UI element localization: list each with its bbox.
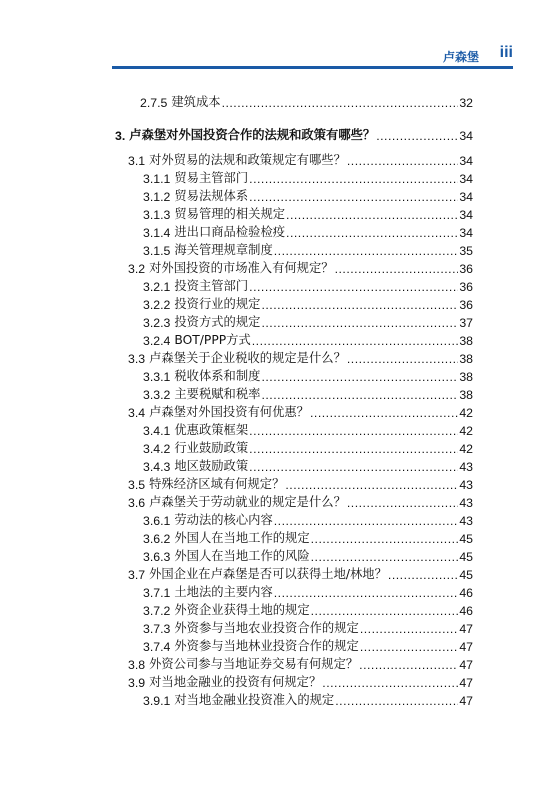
toc-entry-number: 3.5 xyxy=(128,478,146,492)
toc-entry-page: 35 xyxy=(459,244,473,258)
toc-entry-page: 42 xyxy=(459,406,473,420)
toc-leader-dots xyxy=(311,532,459,546)
toc-entry-number: 3.6 xyxy=(128,496,146,510)
toc-entry-page: 38 xyxy=(459,352,473,366)
toc-entry-page: 47 xyxy=(459,676,473,690)
toc-entry-number: 3.4.3 xyxy=(143,460,171,474)
toc-entry-number: 3.8 xyxy=(128,658,146,672)
toc-entry-number: 3.7 xyxy=(128,568,146,582)
toc-leader-dots xyxy=(285,478,458,492)
toc-entry-title: 卢森堡对外国投资有何优惠？ xyxy=(149,405,309,419)
toc-leader-dots xyxy=(376,129,458,143)
toc-entry-number: 3.2 xyxy=(128,262,146,276)
toc-leader-dots xyxy=(249,424,458,438)
toc-entry-title: 外国企业在卢森堡是否可以获得土地/林地？ xyxy=(149,567,387,581)
toc-leader-dots xyxy=(311,604,459,618)
toc-entry[interactable] xyxy=(143,421,473,438)
toc-entry-page: 42 xyxy=(459,442,473,456)
toc-entry-page: 45 xyxy=(459,568,473,582)
toc-entry[interactable] xyxy=(143,331,473,348)
toc-entry-number: 3.2.1 xyxy=(143,280,171,294)
toc-entry-number: 3.7.1 xyxy=(143,586,171,600)
toc-entry-number: 3.1.4 xyxy=(143,226,171,240)
toc-entry-page: 47 xyxy=(459,640,473,654)
toc-entry[interactable] xyxy=(143,439,473,456)
toc-entry[interactable] xyxy=(143,205,473,222)
toc-entry-title: 投资行业的规定 xyxy=(174,297,261,311)
toc-entry-title: 土地法的主要内容 xyxy=(174,585,273,599)
toc-leader-dots xyxy=(261,316,458,330)
toc-entry-title: 卢森堡关于劳动就业的规定是什么？ xyxy=(149,495,346,509)
toc-entry-title: 地区鼓励政策 xyxy=(174,459,249,473)
toc-entry[interactable] xyxy=(143,583,473,600)
toc-leader-dots xyxy=(252,334,459,348)
toc-entry-title: 卢森堡关于企业税收的规定是什么？ xyxy=(149,351,346,365)
toc-entry[interactable] xyxy=(128,673,473,690)
toc-entry-title: 主要税赋和税率 xyxy=(174,387,261,401)
toc-entry-number: 3.6.2 xyxy=(143,532,171,546)
header-country-name: 卢森堡 xyxy=(442,50,479,64)
toc-entry-number: 3.1.5 xyxy=(143,244,171,258)
toc-entry-page: 47 xyxy=(459,694,473,708)
toc-entry[interactable] xyxy=(128,475,473,492)
toc-leader-dots xyxy=(222,96,459,110)
toc-entry[interactable] xyxy=(128,403,473,420)
toc-entry-number: 3.6.1 xyxy=(143,514,171,528)
toc-entry-number: 3.2.3 xyxy=(143,316,171,330)
toc-entry-title: 对外国投资的市场准入有何规定？ xyxy=(149,261,334,275)
toc-leader-dots xyxy=(249,442,458,456)
toc-entry-title: 对当地金融业投资准入的规定 xyxy=(174,693,335,707)
toc-entry-page: 43 xyxy=(459,514,473,528)
toc-entry-title: 外资企业获得土地的规定 xyxy=(174,603,310,617)
toc-entry-number: 3.3.2 xyxy=(143,388,171,402)
toc-entry-number: 3.1 xyxy=(128,154,146,168)
toc-entry-number: 3.9 xyxy=(128,676,146,690)
toc-entry-page: 45 xyxy=(459,532,473,546)
toc-entry-number: 3.4.1 xyxy=(143,424,171,438)
toc-entry-title: 外资参与当地林业投资合作的规定 xyxy=(174,639,359,653)
toc-entry-number: 3.4.2 xyxy=(143,442,171,456)
toc-leader-dots xyxy=(286,208,458,222)
toc-entry-page: 38 xyxy=(459,388,473,402)
toc-leader-dots xyxy=(261,298,458,312)
toc-entry-page: 43 xyxy=(459,478,473,492)
toc-entry-number: 3.7.3 xyxy=(143,622,171,636)
toc-entry-title: 进出口商品检验检疫 xyxy=(174,225,286,239)
toc-leader-dots xyxy=(274,586,459,600)
toc-leader-dots xyxy=(347,154,458,168)
toc-entry-number: 3.4 xyxy=(128,406,146,420)
toc-entry-page: 46 xyxy=(459,604,473,618)
toc-entry-title: 税收体系和制度 xyxy=(174,369,261,383)
toc-leader-dots xyxy=(322,676,458,690)
toc-entry[interactable] xyxy=(143,277,473,294)
toc-entry-number: 3.6.3 xyxy=(143,550,171,564)
toc-leader-dots xyxy=(274,244,459,258)
toc-leader-dots xyxy=(261,370,458,384)
toc-leader-dots xyxy=(261,388,458,402)
toc-entry[interactable] xyxy=(143,241,473,258)
toc-entry-page: 46 xyxy=(459,586,473,600)
toc-entry-page: 36 xyxy=(459,262,473,276)
toc-entry[interactable] xyxy=(143,691,473,708)
toc-entry[interactable] xyxy=(143,223,473,240)
toc-leader-dots xyxy=(360,640,458,654)
toc-entry-title: 卢森堡对外国投资合作的法规和政策有哪些？ xyxy=(129,128,376,142)
toc-entry-page: 32 xyxy=(459,96,473,110)
toc-entry-number: 3.2.2 xyxy=(143,298,171,312)
toc-entry-title: 贸易管理的相关规定 xyxy=(174,207,286,221)
toc-entry-title: 贸易法规体系 xyxy=(174,189,249,203)
toc-leader-dots xyxy=(274,514,459,528)
toc-leader-dots xyxy=(249,190,458,204)
toc-leader-dots xyxy=(347,352,458,366)
toc-entry-title: 特殊经济区域有何规定？ xyxy=(149,477,285,491)
toc-leader-dots xyxy=(311,550,459,564)
toc-entry-number: 3.7.4 xyxy=(143,640,171,654)
toc-entry-title: 贸易主管部门 xyxy=(174,171,249,185)
toc-entry-number: 3.1.1 xyxy=(143,172,171,186)
toc-entry[interactable] xyxy=(140,93,473,110)
toc-entry[interactable] xyxy=(128,349,473,366)
toc-entry-page: 43 xyxy=(459,460,473,474)
toc-entry-title: 对外贸易的法规和政策规定有哪些？ xyxy=(149,153,346,167)
toc-entry-title: 投资方式的规定 xyxy=(174,315,261,329)
toc-entry[interactable] xyxy=(128,493,473,510)
toc-entry[interactable] xyxy=(128,565,473,582)
toc-entry-page: 36 xyxy=(459,298,473,312)
toc-entry-title: 投资主管部门 xyxy=(174,279,249,293)
toc-entry-page: 42 xyxy=(459,424,473,438)
toc-leader-dots xyxy=(388,568,458,582)
toc-leader-dots xyxy=(249,172,458,186)
toc-entry[interactable] xyxy=(143,637,473,654)
toc-leader-dots xyxy=(335,694,458,708)
toc-entry-page: 34 xyxy=(459,226,473,240)
toc-entry[interactable] xyxy=(143,313,473,330)
toc-entry-title: 劳动法的核心内容 xyxy=(174,513,273,527)
toc-entry[interactable] xyxy=(143,601,473,618)
toc-entry-number: 3.1.2 xyxy=(143,190,171,204)
toc-entry-title: 外国人在当地工作的风险 xyxy=(174,549,310,563)
toc-entry-page: 34 xyxy=(459,190,473,204)
toc-entry-number: 3.3 xyxy=(128,352,146,366)
toc-entry-page: 47 xyxy=(459,658,473,672)
toc-entry-title: 行业鼓励政策 xyxy=(174,441,249,455)
toc-entry-title: 外国人在当地工作的规定 xyxy=(174,531,310,545)
toc-entry-title: 对当地金融业的投资有何规定？ xyxy=(149,675,322,689)
toc-leader-dots xyxy=(286,226,458,240)
toc-entry[interactable] xyxy=(128,655,473,672)
toc-entry[interactable] xyxy=(143,367,473,384)
toc-entry-page: 45 xyxy=(459,550,473,564)
toc-entry-title: 外资参与当地农业投资合作的规定 xyxy=(174,621,359,635)
toc-entry-page: 47 xyxy=(459,622,473,636)
toc-entry[interactable] xyxy=(143,295,473,312)
toc-entry-number: 2.7.5 xyxy=(140,96,168,110)
toc-entry[interactable] xyxy=(128,259,473,276)
toc-entry-title: 优惠政策框架 xyxy=(174,423,249,437)
toc-leader-dots xyxy=(310,406,458,420)
toc-entry-number: 3.9.1 xyxy=(143,694,171,708)
toc-entry-title: 外资公司参与当地证券交易有何规定？ xyxy=(149,657,359,671)
toc-leader-dots xyxy=(335,262,459,276)
toc-leader-dots xyxy=(347,496,458,510)
toc-entry-page: 43 xyxy=(459,496,473,510)
toc-entry[interactable] xyxy=(143,169,473,186)
toc-entry-number: 3. xyxy=(115,129,126,143)
toc-entry-page: 36 xyxy=(459,280,473,294)
toc-entry[interactable] xyxy=(143,547,473,564)
toc-entry-page: 38 xyxy=(459,370,473,384)
toc-entry-number: 3.3.1 xyxy=(143,370,171,384)
header-page-number: iii xyxy=(499,44,513,61)
toc-entry[interactable] xyxy=(143,187,473,204)
toc-entry[interactable] xyxy=(128,151,473,168)
toc-entry[interactable] xyxy=(143,511,473,528)
toc-entry-page: 38 xyxy=(459,334,473,348)
toc-leader-dots xyxy=(249,280,458,294)
toc-entry[interactable] xyxy=(143,619,473,636)
toc-entry-page: 37 xyxy=(459,316,473,330)
toc-entry[interactable] xyxy=(143,529,473,546)
toc-entry-title: 建筑成本 xyxy=(171,95,221,109)
toc-entry-number: 3.7.2 xyxy=(143,604,171,618)
toc-entry-page: 34 xyxy=(459,129,473,143)
toc-entry-number: 3.1.3 xyxy=(143,208,171,222)
toc-leader-dots xyxy=(359,658,458,672)
toc-entry-number: 3.2.4 xyxy=(143,334,171,348)
toc-entry[interactable] xyxy=(143,385,473,402)
toc-entry[interactable] xyxy=(143,457,473,474)
toc-entry[interactable] xyxy=(115,126,473,143)
toc-entry-title: BOT/PPP方式 xyxy=(174,333,251,347)
toc-leader-dots xyxy=(249,460,458,474)
toc-entry-page: 34 xyxy=(459,208,473,222)
toc-leader-dots xyxy=(360,622,458,636)
toc-entry-page: 34 xyxy=(459,154,473,168)
toc-entry-page: 34 xyxy=(459,172,473,186)
toc-entry-title: 海关管理规章制度 xyxy=(174,243,273,257)
